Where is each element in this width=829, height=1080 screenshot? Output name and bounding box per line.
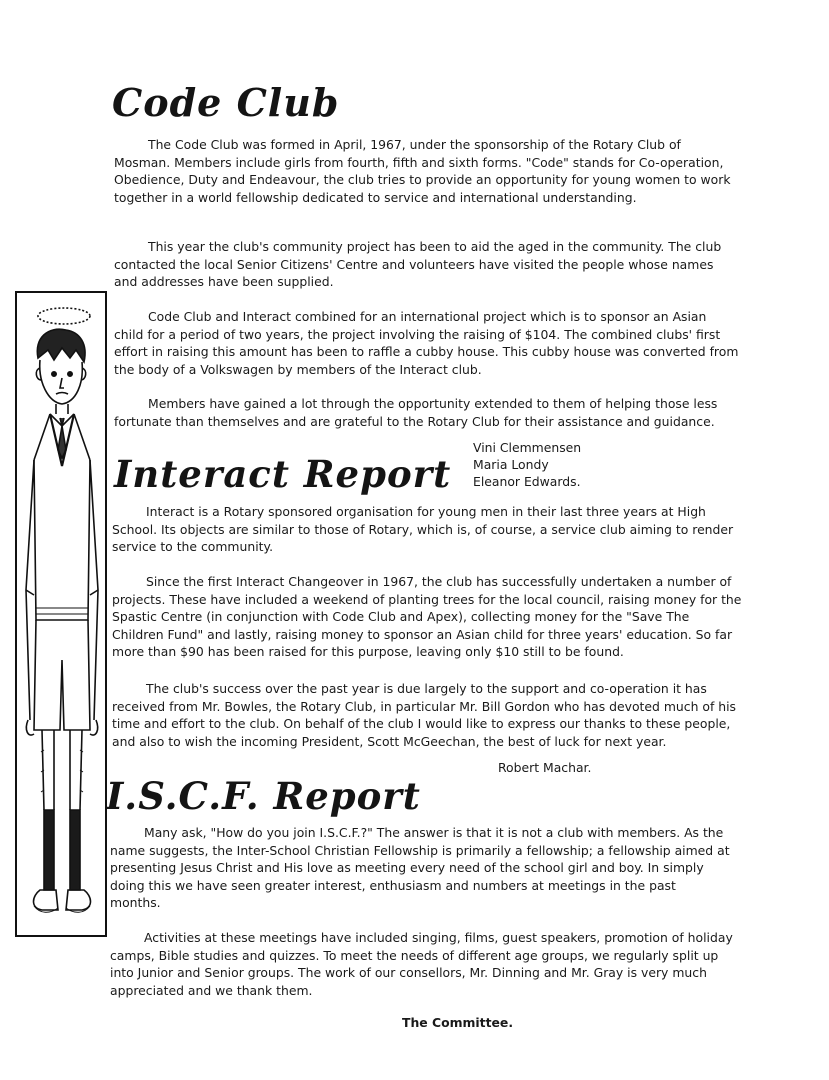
- interact-paragraph-2: Since the first Interact Changeover in 1967, the club has successfully undertaken a number of projects. These have included a weekend of planting trees for the local council, raising money for the Spastic Centre (in conjunction with Code Club and Apex), collecting money for the "Save The Children Fund" and lastly, raising money to sponsor an Asian child for three years' education. So far more than $90 has been raised for this purpose, leaving only $10 still to be found.: [112, 574, 742, 660]
- interact-report-heading: Interact Report: [114, 452, 452, 496]
- code-club-paragraph-1: The Code Club was formed in April, 1967, under the sponsorship of the Rotary Club of Mosman. Members include girls from fourth, fifth and sixth forms. "Code" stands for Co-operation, Obedience, Duty and Endeavour, the club tries to provide an opportunity for young women to work together in a world fellowship dedicated to service and international understanding.: [114, 137, 731, 205]
- code-club-paragraph-4: Members have gained a lot through the opportunity extended to them of helping those less fortunate than themselves and are grateful to the Rotary Club for their assistance and guidance.: [114, 396, 718, 429]
- iscf-paragraph-2: Activities at these meetings have included singing, films, guest speakers, promotion of holiday camps, Bible studies and quizzes. To meet the needs of different age groups, we regularly split up into Junior and Senior groups. The work of our consellors, Mr. Dinning and Mr. Gray is very much appreciated and we thank them.: [110, 930, 733, 998]
- code-club-paragraph-3: Code Club and Interact combined for an international project which is to sponsor an Asian child for a period of two years, the project involving the raising of $104. The combined clubs' first effort in raising this amount has been to raffle a cubby house. This cubby house was converted from the body of a Volkswagen by members of the Interact club.: [114, 309, 739, 377]
- code-club-signatories: [473, 439, 581, 490]
- interact-signatory: Robert Machar.: [498, 760, 592, 775]
- signatory-name: Eleanor Edwards.: [473, 474, 581, 489]
- signatory-name: Vini Clemmensen: [473, 440, 582, 455]
- interact-paragraph-3: The club's success over the past year is due largely to the support and co-operation it has received from Mr. Bowles, the Rotary Club, in particular Mr. Bill Gordon who has devoted much of his time and effort to the club. On behalf of the club I would like to express our thanks to these people, and also to wish the incoming President, Scott McGeechan, the best of luck for next year.: [112, 681, 737, 749]
- signatory-name: Maria Londy: [473, 457, 549, 472]
- code-club-heading: Code Club: [112, 80, 340, 125]
- schoolboy-with-halo-drawing-icon: [14, 290, 108, 940]
- iscf-paragraph-1: Many ask, "How do you join I.S.C.F.?" The answer is that it is not a club with members. As the name suggests, the Inter-School Christian Fellowship is primarily a fellowship; a fellowship aimed at presenting Jesus Christ and His love as meeting every need of the school girl and boy. In simply doing this we have seen greater interest, enthusiasm and numbers at meetings in the past months.: [110, 825, 730, 911]
- iscf-report-heading: I.S.C.F. Report: [106, 774, 421, 818]
- code-club-paragraph-2: This year the club's community project has been to aid the aged in the community. The club contacted the local Senior Citizens' Centre and volunteers have visited the people whose names and addresses have been supplied.: [114, 239, 722, 290]
- interact-paragraph-1: Interact is a Rotary sponsored organisation for young men in their last three years at High School. Its objects are similar to those of Rotary, which is, of course, a service club aiming to render service to the community.: [112, 504, 734, 555]
- iscf-signatory: The Committee.: [402, 1015, 514, 1030]
